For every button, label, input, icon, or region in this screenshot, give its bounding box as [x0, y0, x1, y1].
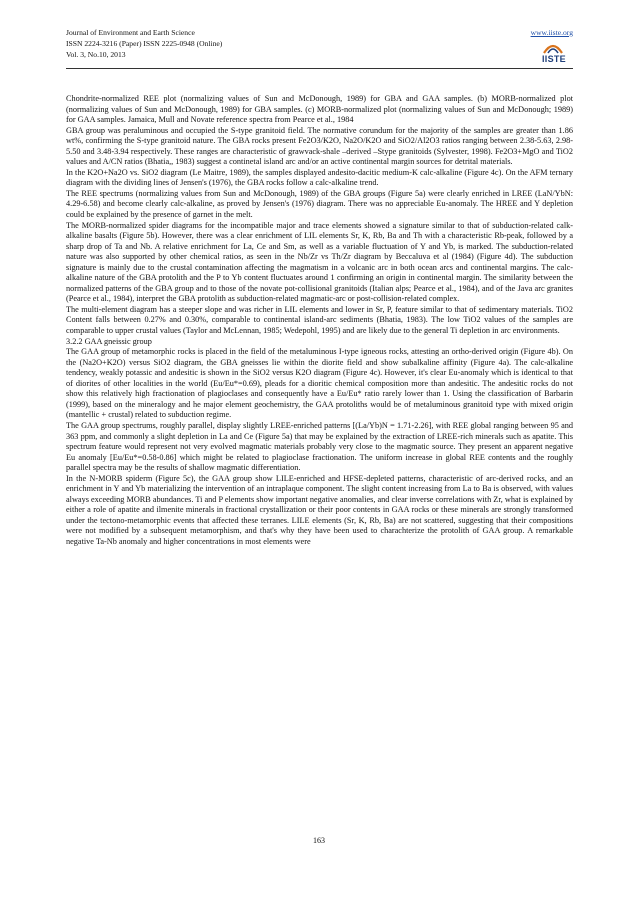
paragraph-multi-element: The multi-element diagram has a steeper slope and was richer in LIL elements and lower in Sr, P, feature similar to that of sedimentary materials. TiO2 Content falls between 0.27% and 0.30%, comparable to continental island-arc sediments (Bhatia, 1983). The low TiO2 values of the samples are comparable to upper crustal values (Taylor and McLennan, 1985; Wedepohl, 1995) and are likely due to the general Ti depletion in arc environments. [66, 304, 573, 336]
journal-url-link[interactable]: www.iiste.org [530, 28, 573, 37]
page-header [66, 27, 573, 60]
issn-line: ISSN 2224-3216 (Paper) ISSN 2225-0948 (Online) [66, 39, 223, 48]
paragraph-figure-caption: Chondrite-normalized REE plot (normalizing values of Sun and McDonough, 1989) for GBA and GAA samples. (b) MORB-normalized plot (normalizing values of Sun and McDonough, 1989) for GBA samples. (c) MORB-normalized plot (normalizing values of Sun and McDonough; 1989) for GAA samples. Jamaica, Mull and Novate reference spectra from Pearce et al., 1984 [66, 94, 573, 125]
header-rule [66, 68, 573, 69]
paragraph-gaa-metamorphic: The GAA group of metamorphic rocks is placed in the field of the metaluminous I-type igneous rocks, attesting an ortho-derived origin (Figure 4b). On the (Na2O+K2O) versus SiO2 diagram, the GBA gneisses lie within the diorite field and show subalkaline affinity (Figure 4a). The calc-alkaline tendency, weakly potassic and andesitic is shown in the SiO2 versus K2O diagram (Figure 4c). However, it's clear Eu-anomaly which is identical to that of diorites of other localities in the world (Eu/Eu*=0.69), pleads for a dioritic chemical composition more than andesitic. The andesitic rocks do not show this relatively high fractionation of plagioclases and consequently have a Eu/Eu* ratio rarely lower than 1. Using the classification of Barbarin (1999), based on the mineralogy and he major element geochemistry, the GAA protoliths would be of metaluminous granitoid type with mixed origin (mantellic + crustal) related to subduction regime. [66, 347, 573, 420]
journal-title: Journal of Environment and Earth Science [66, 28, 195, 37]
paragraph-gaa-spectrums: The GAA group spectrums, roughly parallel, display slightly LREE-enriched patterns [(La/Yb)N = 1.71-2.26], with REE global ranging between 95 and 363 ppm, and commonly a slight depletion in La and Ce (Figure 5a) that may be explained by the extraction of LREE-rich minerals such as apatite. This spectrum feature would represent not very evolved magmatic materials probably very close to the magmatic source. They present an apparent negative Eu anomaly [Eu/Eu*=0.58-0.86] which might be related to plagioclase fractionation. The uniform increase in global REE contents and the roughly parallel spectra may be the results of shallow magmatic differentiation. [66, 420, 573, 473]
paragraph-k2o-na2o-diagram: In the K2O+Na2O vs. SiO2 diagram (Le Maitre, 1989), the samples displayed andesito-dacitic medium-K calc-alkaline (Figure 4c). On the AFM ternary diagram with the dividing lines of Jensen's (1976), the GBA rocks follow a calc-alkaline trend. [66, 167, 573, 188]
article-body [66, 94, 573, 548]
logo-arc-icon [542, 42, 564, 54]
logo-text: IISTE [541, 54, 566, 64]
paragraph-morb-spider: The MORB-normalized spider diagrams for the incompatible major and trace elements showed a signature similar to that of subduction-related calk-alkaline basalts (Figure 5b). However, there was a clear enrichment of LIL elements Sr, K, Rb, Ba and Th with a characteristic Rb-peak, followed by a sharp drop of Ta and Nb. A relative enrichment for La, Ce and Sm, as well as a variable fluctuation of Y and Yb, is marked. The subduction-related nature was also supported by other chemical ratios, as seen in the Nb/Zr vs Th/Zr diagram by Beccaluva et al (1984) (Figure 4d). The subduction signature is mainly due to the crustal contamination affecting the magmatism in a volcanic arc in both ocean arcs and continental margins. The calc-alkaline nature of the GBA protolith and the P to Yb content fluctuates around 1 confirming an origin in continental margin. The similarity between the normalized patterns of the GBA group and to those of the novate pot-collisional granitoids (Italian alps; Pearce et al., 1984), and of the Java arc granites (Pearce et al., 1984), interpret the GBA protolith as subduction-related magmatic-arc or post-collision-related complex. [66, 220, 573, 304]
paragraph-gba-peraluminous: GBA group was peraluminous and occupied the S-type granitoid field. The normative corundum for the majority of the samples are greater than 1.86 wt%, confirming the S-type granitoid nature. The GBA rocks present Fe2O3/K2O, Na2O/K2O and SiO2/Al2O3 ratios ranging between 2.38-5.63, 2.98-5.50 and 3.48-3.94 respectively. These ranges are characteristic of grawvack-shale –derived –Stype granitoids (Sylvester, 1998). Fe2O3+MgO and TiO2 values and A/CN ratios (Bhatia,, 1983) suggest a continetal island arc and/or an active continental margin sources for detrital materials. [66, 125, 573, 167]
section-heading-gaa: 3.2.2 GAA gneissic group [66, 336, 152, 346]
paragraph-ree-spectrums: The REE spectrums (normalizing values from Sun and McDonough, 1989) of the GBA groups (Figure 5a) were clearly enriched in LREE (LaN/YbN: 4.29-6.58) and become clearly calc-alkaline, as proved by Jensen's (1976) diagram. There was no appreciable Eu-anomaly. The HREE and Y depletion could be explained by the presence of garnet in the melt. [66, 188, 573, 220]
volume-line: Vol. 3, No.10, 2013 [66, 50, 126, 59]
page-number: 163 [313, 836, 325, 845]
paragraph-n-morb-spiderm: In the N-MORB spiderm (Figure 5c), the GAA group show LILE-enriched and HFSE-depleted patterns, characteristic of arc-derived rocks, and an enrichment in Y and Yb materializing the intervention of an intraplaque component. The slight content increasing from La to Ba is observed, with values always exceeding MORB abundances. Ti and P elements show important negative anomalies, and clear inverse correlations with Zr, what is explained by either a role of apatite and ilmenite minerals in fractional crystallization or their poor contents in GAA rocks or these minerals are strongly transformed under the tectono-metamorphic events that affected these terranes. LILE elements (Sr, K, Rb, Ba) are not scattered, suggesting that their compositions were not modified by a subsequent metamorphism, and that's why they have been used to charachterize the protolith of GAA group. A remarkable negative Ta-Nb anomaly and higher concentrations in most elements were [66, 473, 573, 546]
iiste-logo [536, 42, 572, 66]
